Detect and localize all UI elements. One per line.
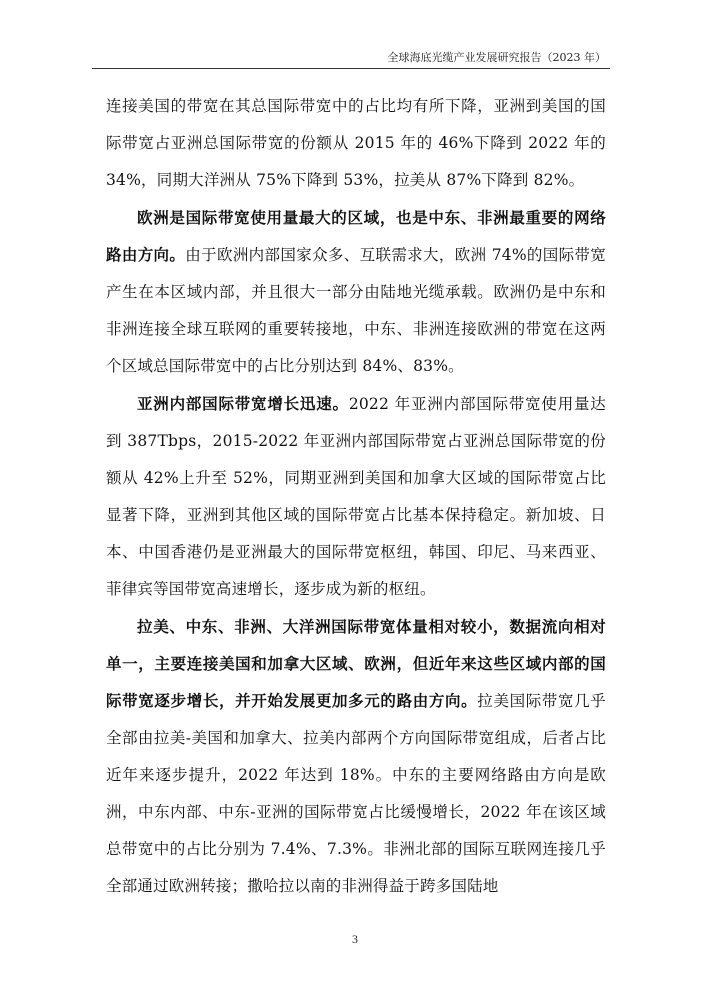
paragraph xyxy=(106,200,606,385)
paragraph-lead: 亚洲内部国际带宽增长迅速。 xyxy=(137,395,349,413)
header-rule xyxy=(92,68,610,69)
body-text xyxy=(106,88,606,906)
paragraph-text: 拉美国际带宽几乎全部由拉美-美国和加拿大、拉美内部两个方向国际带宽组成，后者占比近年来逐步提升，2022 年达到 18%。中东的主要网络路由方向是欧洲，中东内部、中东-亚洲的国际带宽占比缓慢增长，2022 年在该区域总带宽中的占比分别为 7.4%、7.3%。非洲北部的国际互联网连接几乎全部通过欧洲转接；撒哈拉以南的非洲得益于跨多国陆地 xyxy=(106,692,606,895)
paragraph xyxy=(106,386,606,608)
paragraph xyxy=(106,88,606,199)
paragraph-text: 2022 年亚洲内部国际带宽使用量达到 387Tbps，2015-2022 年亚洲内部国际带宽占亚洲总国际带宽的份额从 42%上升至 52%，同期亚洲到美国和加拿大区域的国际带宽占比显著下降，亚洲到其他区域的国际带宽占比基本保持稳定。新加坡、日本、中国香港仍是亚洲最大的国际带宽枢纽，韩国、印尼、马来西亚、菲律宾等国带宽高速增长，逐步成为新的枢纽。 xyxy=(106,395,606,598)
paragraph-text: 由于欧洲内部国家众多、互联需求大，欧洲 74%的国际带宽产生在本区域内部，并且很大一部分由陆地光缆承载。欧洲仍是中东和非洲连接全球互联网的重要转接地，中东、非洲连接欧洲的带宽在这两个区域总国际带宽中的占比分别达到 84%、83%。 xyxy=(106,246,606,375)
paragraph-lead: 拉美、中东、非洲、大洋洲国际带宽体量相对较小，数据流向相对单一，主要连接美国和加拿大区域、欧洲，但近年来这些区域内部的国际带宽逐步增长，并开始发展更加多元的路由方向。 xyxy=(106,618,606,710)
paragraph xyxy=(106,609,606,905)
running-header: 全球海底光缆产业发展研究报告（2023 年） xyxy=(387,51,606,64)
paragraph-lead: 欧洲是国际带宽使用量最大的区域，也是中东、非洲最重要的网络路由方向。 xyxy=(106,209,606,264)
page-number: 3 xyxy=(352,932,358,946)
paragraph-text: 连接美国的带宽在其总国际带宽中的占比均有所下降，亚洲到美国的国际带宽占亚洲总国际带宽的份额从 2015 年的 46%下降到 2022 年的 34%，同期大洋洲从 75%下降到 53%，拉美从 87%下降到 82%。 xyxy=(106,97,606,189)
